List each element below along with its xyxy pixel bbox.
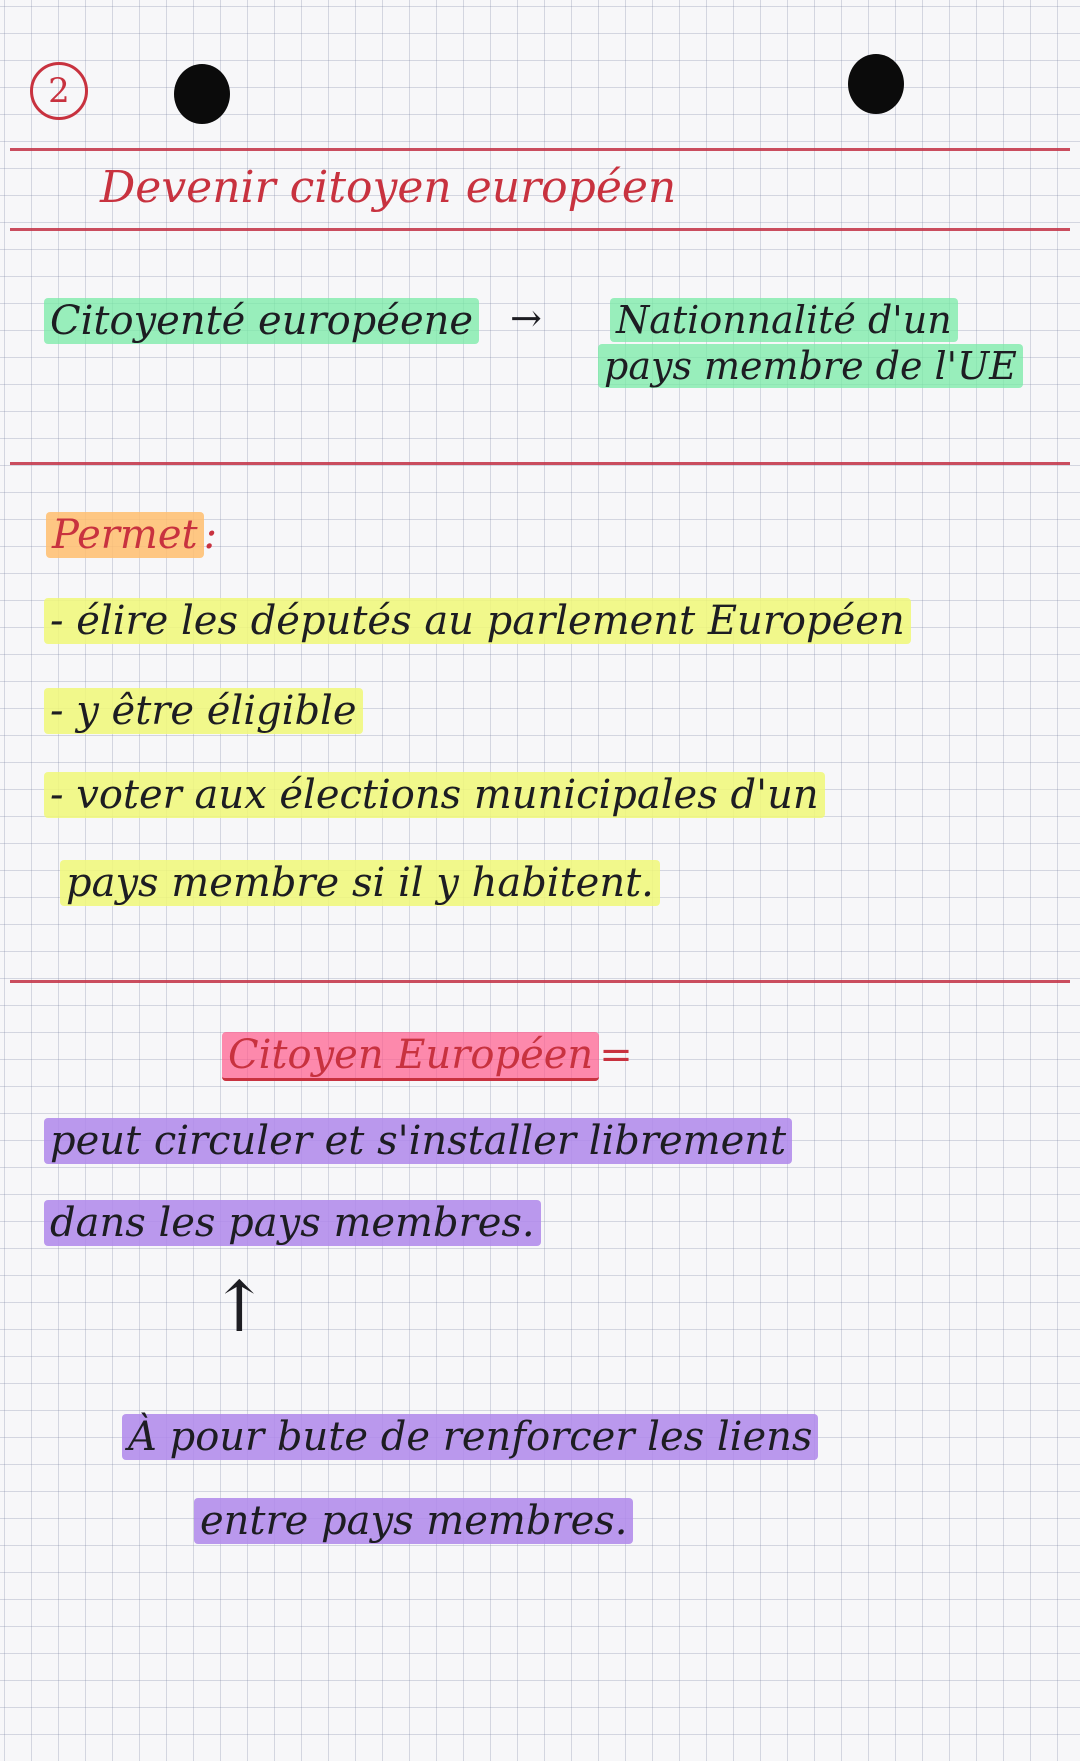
citizen-line-2-text: dans les pays membres.	[44, 1200, 541, 1246]
definition-line-1	[610, 298, 958, 342]
rights-item-1-text: - élire les députés au parlement Européen	[44, 598, 911, 644]
citizen-heading	[222, 1032, 633, 1078]
rights-item-1	[44, 598, 911, 644]
rights-item-4	[60, 860, 660, 906]
citizen-line-1	[44, 1118, 792, 1164]
goal-line-1-text: À pour bute de renforcer les liens	[122, 1414, 818, 1460]
citizen-heading-equals: =	[599, 1032, 633, 1078]
section-rule-2	[10, 980, 1070, 983]
definition-term-text: Citoyenté européene	[44, 298, 479, 344]
title-rule-bottom	[10, 228, 1070, 231]
rights-item-3	[44, 772, 825, 818]
citizen-line-2	[44, 1200, 541, 1246]
rights-heading	[46, 512, 217, 558]
up-arrow: ↑	[210, 1266, 269, 1348]
rights-item-2-text: - y être éligible	[44, 688, 363, 734]
rights-heading-colon: :	[203, 512, 218, 558]
rights-item-4-text: pays membre si il y habitent.	[60, 860, 660, 906]
citizen-heading-text: Citoyen Européen	[222, 1032, 599, 1081]
page-number: 2	[30, 62, 88, 120]
page-title: Devenir citoyen européen	[100, 162, 677, 213]
citizen-line-1-text: peut circuler et s'installer librement	[44, 1118, 792, 1164]
punch-hole-left	[174, 64, 230, 124]
goal-line-2	[194, 1498, 633, 1544]
goal-line-2-text: entre pays membres.	[194, 1498, 633, 1544]
rights-item-2	[44, 688, 363, 734]
definition-line-2	[598, 344, 1023, 388]
section-rule-1	[10, 462, 1070, 465]
rights-heading-text: Permet	[46, 512, 204, 558]
punch-hole-right	[848, 54, 904, 114]
definition-line-2-text: pays membre de l'UE	[598, 344, 1023, 388]
definition-line-1-text: Nationnalité d'un	[610, 298, 958, 342]
goal-line-1	[122, 1414, 818, 1460]
definition-arrow: →	[510, 296, 542, 340]
definition-term	[44, 298, 479, 344]
title-rule-top	[10, 148, 1070, 151]
rights-item-3-text: - voter aux élections municipales d'un	[44, 772, 825, 818]
